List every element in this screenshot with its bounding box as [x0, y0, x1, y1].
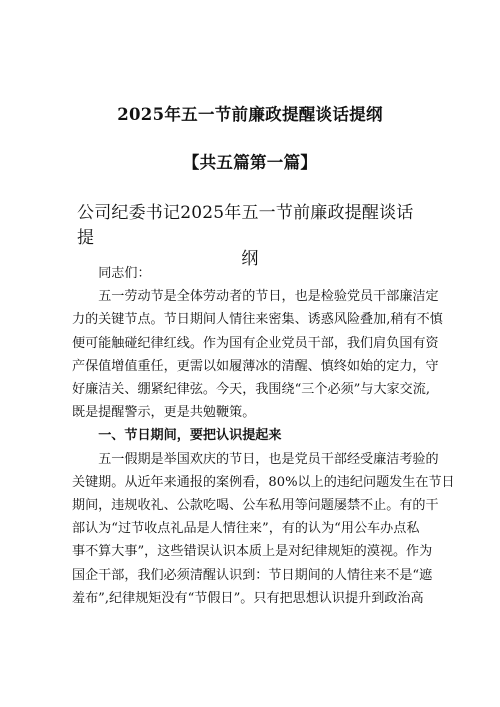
paragraph-line: 事不算大事”，这些错误认识本质上是对纪律规矩的漠视。作为	[72, 544, 433, 560]
paragraph-line: 国企干部，我们必须清醒认识到：节日期间的人情往来不是“遮	[72, 567, 433, 583]
sub-title-line1: 公司纪委书记2025年五一节前廉政提醒谈话提	[77, 203, 414, 248]
greeting: 同志们：	[98, 266, 151, 281]
paragraph-line: 力的关键节点。节日期间人情往来密集、诱惑风险叠加,稍有不慎	[72, 312, 443, 328]
paragraph-line: 部认为“过节收点礼品是人情往来”，有的认为“用公车办点私	[72, 521, 420, 537]
paragraph-line: 既是提醒警示，更是共勉鞭策。	[72, 405, 256, 421]
paragraph-line: 好廉洁关、绷紧纪律弦。今天，我围绕“三个必须”与大家交流,	[72, 382, 430, 398]
paragraph-line: 产保值增值重任，更需以如履薄冰的清醒、慎终如始的定力，守	[72, 358, 439, 374]
main-title: 2025年五一节前廉政提醒谈话提纲	[117, 105, 383, 124]
paragraph-line: 羞布”,纪律规矩没有“节假日”。只有把思想认识提升到政治高	[72, 590, 424, 606]
paragraph-line: 期间，违规收礼、公款吃喝、公车私用等问题屡禁不止。有的干	[72, 498, 439, 514]
paragraph-1	[72, 285, 443, 424]
document-body	[72, 262, 455, 610]
paragraph-line: 五一劳动节是全体劳动者的节日，也是检验党员干部廉洁定	[98, 289, 439, 305]
sub-title-line2: 纲	[241, 249, 259, 269]
paragraph-2	[72, 448, 455, 610]
series-label: 【共五篇第一篇】	[182, 153, 318, 172]
section-heading-1: 一、节日期间，要把认识提起来	[98, 428, 282, 444]
paragraph-line: 便可能触碰纪律红线。作为国有企业党员干部，我们肩负国有资	[72, 335, 439, 351]
paragraph-line: 关键期。从近年来通报的案例看，80%以上的违纪问题发生在节日	[72, 474, 455, 490]
paragraph-line: 五一假期是举国欢庆的节日，也是党员干部经受廉洁考验的	[98, 451, 439, 467]
